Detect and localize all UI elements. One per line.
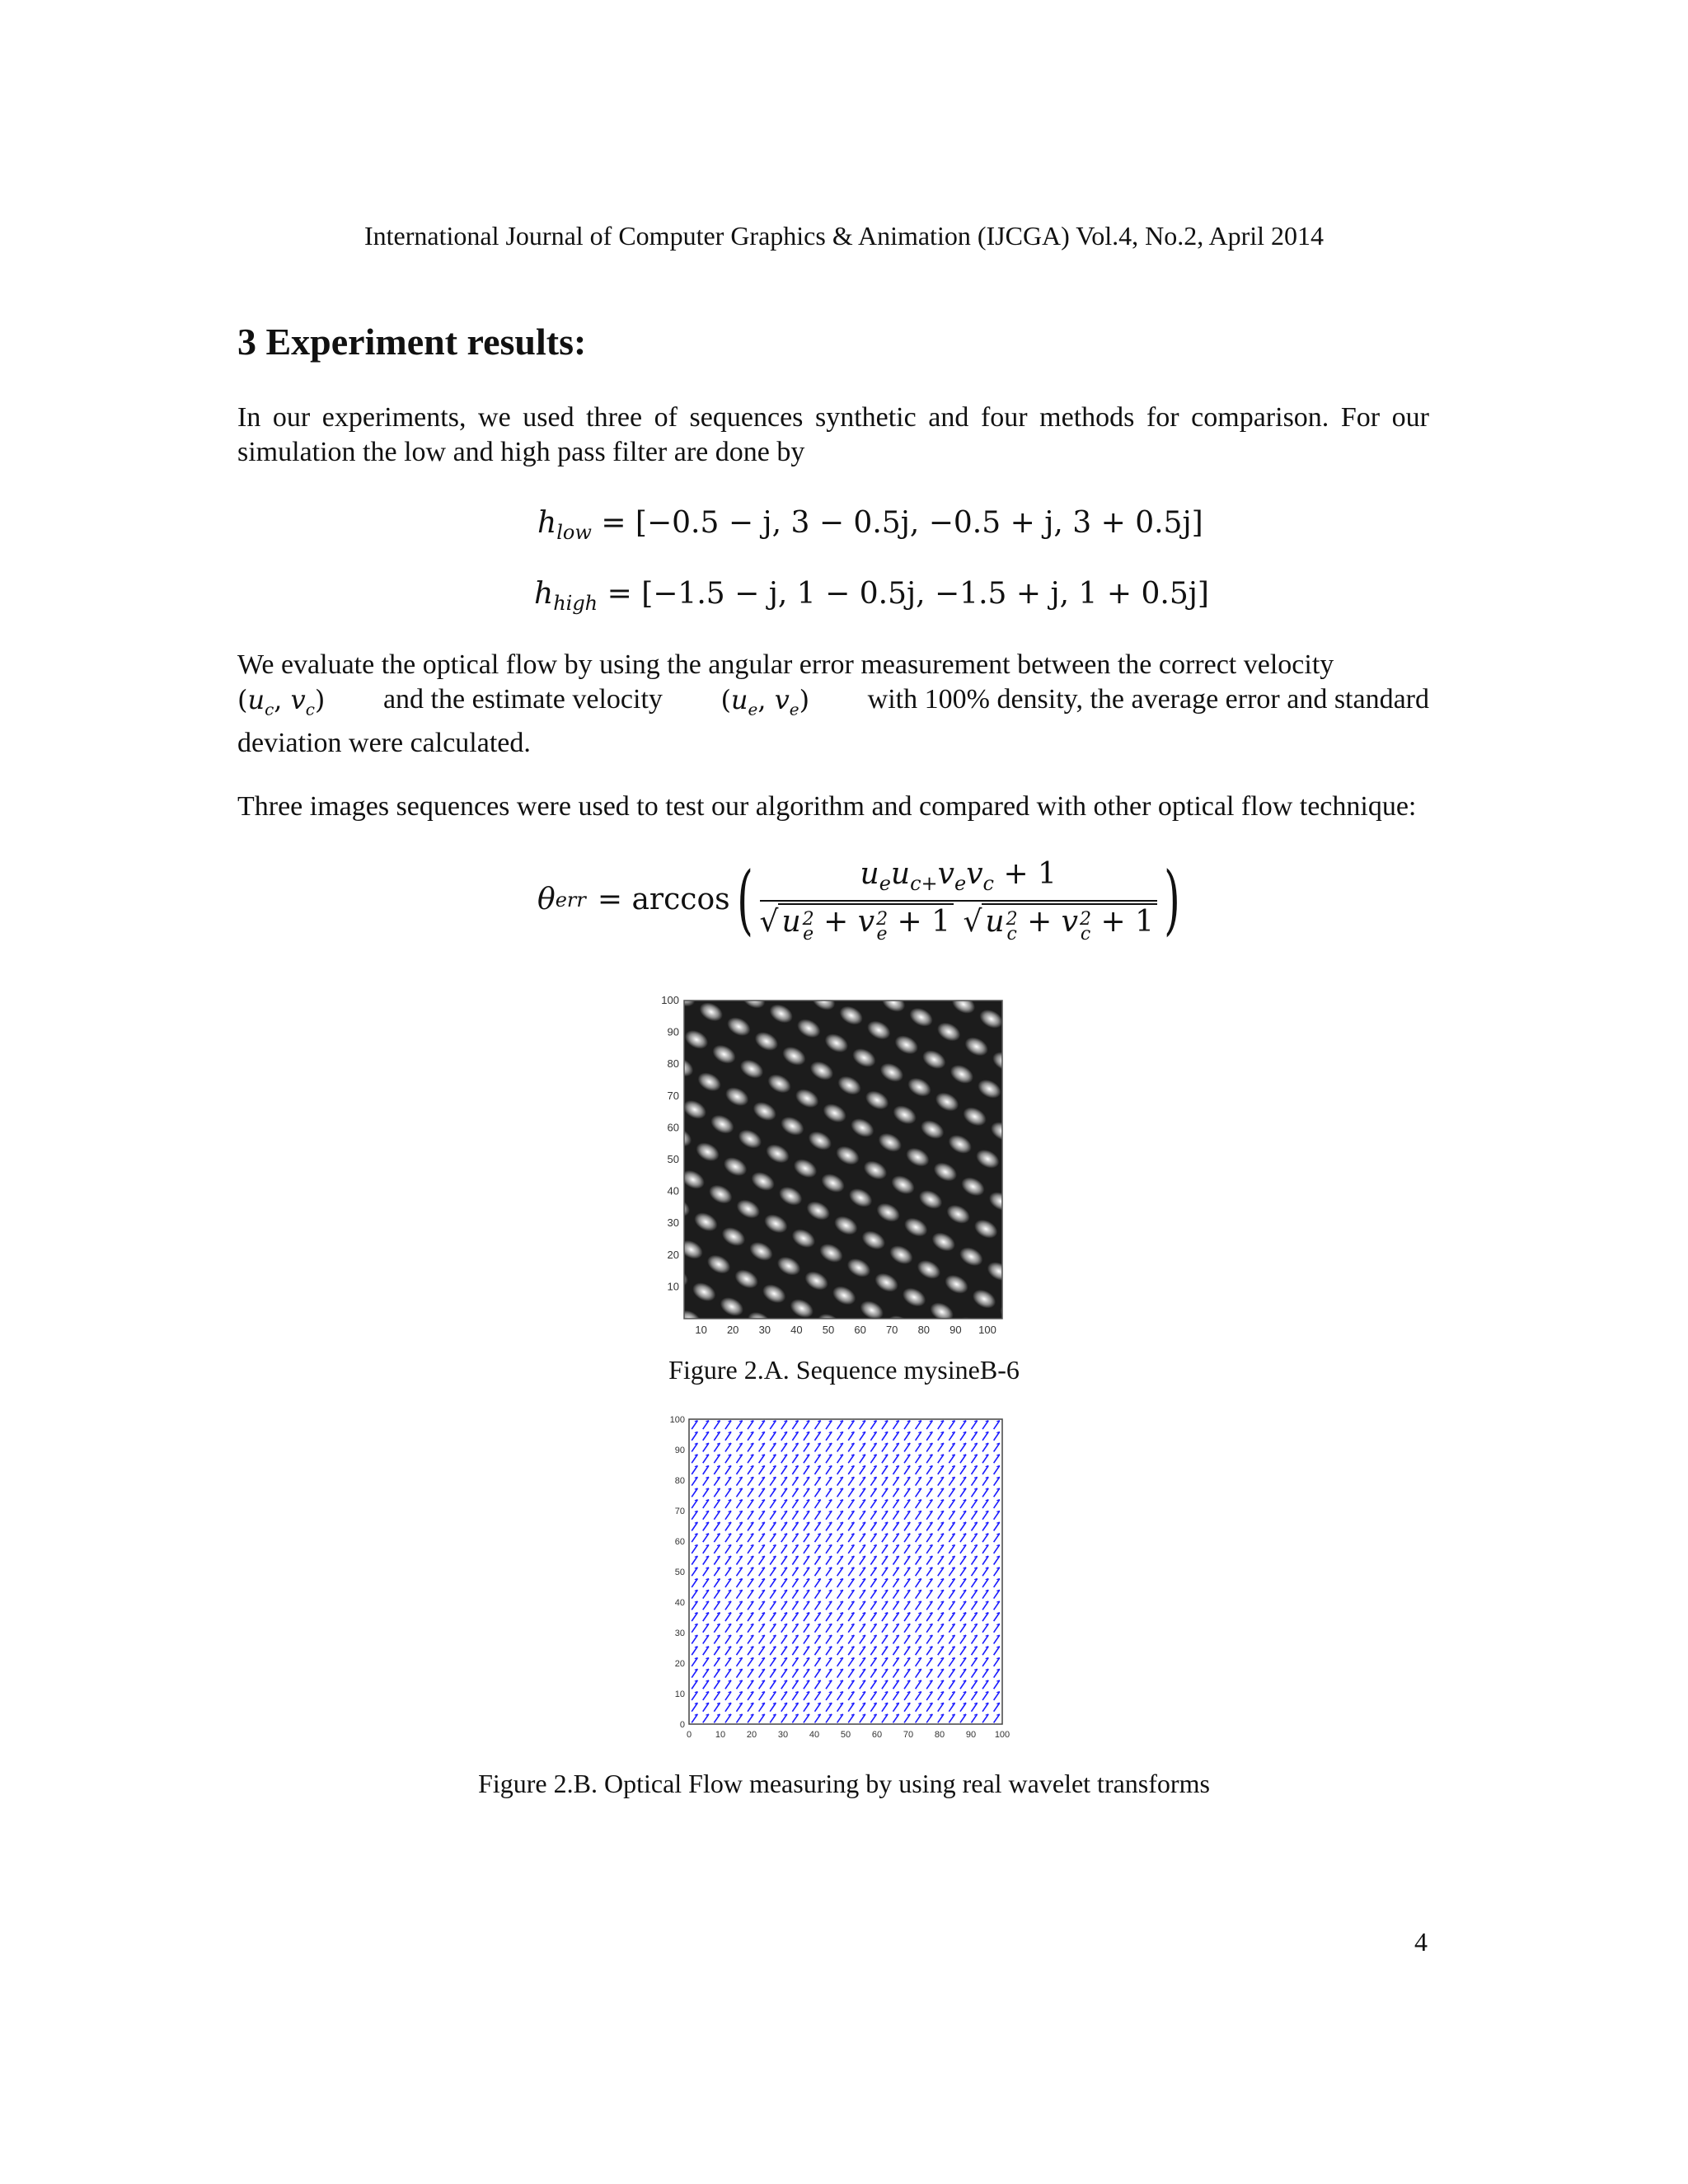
equation-h-high: $h_{high} = [-1.5 - j$, 1 − 0.5j, −1.5 + j, 1 + 0.5j]	[534, 577, 1209, 615]
fig-b-y-tick: 10	[674, 1690, 685, 1699]
fig-b-x-tick: 0	[686, 1730, 692, 1740]
paragraph-evaluation-line2: ($u_c$, $v_c$) and the estimate velocity ($u_e$, $v_e$) with 100% density, the average error and standard	[237, 684, 1429, 719]
fig-b-y-tick: 80	[674, 1476, 685, 1486]
fig-a-x-tick: 50	[822, 1324, 835, 1336]
fig-b-y-tick: 0	[679, 1720, 685, 1730]
fig-b-x-tick: 30	[777, 1730, 789, 1740]
fig-b-x-tick: 50	[840, 1730, 851, 1740]
figure-2a-plot	[635, 989, 1047, 1343]
paragraph-intro: In our experiments, we used three of sequences synthetic and four methods for comparison. For our simulation the low and high pass filter are done by	[237, 402, 1429, 467]
fig-a-x-tick: 100	[978, 1324, 996, 1336]
fig-a-x-tick: 90	[950, 1324, 962, 1336]
fig-b-x-tick: 90	[965, 1730, 977, 1740]
fig-a-y-tick: 50	[667, 1153, 679, 1165]
fig-b-y-tick: 20	[674, 1659, 685, 1669]
figure-2a-caption: Figure 2.A. Sequence mysineB-6	[668, 1355, 1020, 1385]
page-number: 4	[1414, 1927, 1428, 1957]
mysine-image	[684, 1001, 1002, 1319]
fig-b-y-tick: 90	[674, 1446, 685, 1455]
fig-b-x-tick: 80	[934, 1730, 945, 1740]
fig-a-x-tick: 10	[695, 1324, 707, 1336]
fig-a-y-tick: 30	[667, 1216, 679, 1230]
figure-2b-plot	[651, 1411, 1030, 1741]
fig-a-x-tick: 20	[726, 1324, 739, 1336]
flow-plot-area	[689, 1419, 1002, 1724]
paragraph-evaluation-line1: We evaluate the optical flow by using the angular error measurement between the correct velocity	[237, 649, 1334, 680]
equation-h-low: $h_{low} = [-0.5 - j$, 3 − 0.5j, −0.5 + j, 3 + 0.5j]	[537, 506, 1203, 544]
paragraph-evaluation-line3: deviation were calculated.	[237, 728, 531, 759]
fig-b-x-tick: 10	[715, 1730, 726, 1740]
fig-a-y-tick: 70	[667, 1089, 679, 1102]
fig-a-x-tick: 80	[917, 1324, 931, 1336]
paragraph-sequences: Three images sequences were used to test our algorithm and compared with other optical flow technique:	[237, 791, 1417, 822]
fig-a-y-tick: 60	[667, 1121, 679, 1134]
figure-2b-caption: Figure 2.B. Optical Flow measuring by using real wavelet transforms	[478, 1769, 1210, 1798]
fig-b-x-tick: 20	[746, 1730, 757, 1740]
fig-a-y-tick: 10	[667, 1280, 679, 1293]
fig-b-x-tick: 70	[903, 1730, 914, 1740]
fig-b-x-tick: 60	[871, 1730, 883, 1740]
fig-a-y-tick: 40	[667, 1184, 679, 1197]
fig-b-y-tick: 40	[674, 1598, 685, 1608]
fig-b-y-tick: 30	[674, 1629, 685, 1638]
equation-theta-err: θ err = arccos ( $u_eu_{c+}v_ev_c + 1$ √ u 2 e + v 2 e + 1 √ u 2 c + v 2 c + 1 )	[537, 855, 1180, 944]
fig-a-y-tick: 100	[661, 994, 679, 1006]
fig-a-y-tick: 80	[667, 1057, 679, 1071]
fig-a-y-tick: 90	[667, 1025, 679, 1038]
fig-b-y-tick: 70	[674, 1507, 685, 1516]
fig-a-x-tick: 60	[854, 1324, 866, 1336]
fig-a-y-tick: 20	[667, 1248, 679, 1261]
paragraph-evaluation	[237, 648, 1429, 761]
fig-b-x-tick: 100	[994, 1730, 1010, 1740]
fig-b-x-tick: 40	[809, 1730, 820, 1740]
fig-b-y-tick: 100	[669, 1415, 685, 1425]
section-heading: 3 Experiment results:	[237, 321, 587, 363]
fig-a-x-tick: 70	[885, 1324, 898, 1336]
fig-b-y-tick: 50	[674, 1568, 685, 1577]
fig-a-x-tick: 30	[758, 1324, 771, 1336]
fig-b-y-tick: 60	[674, 1537, 685, 1547]
journal-header: International Journal of Computer Graphics & Animation (IJCGA) Vol.4, No.2, April 2014	[363, 221, 1324, 251]
fig-a-x-tick: 40	[790, 1324, 803, 1336]
